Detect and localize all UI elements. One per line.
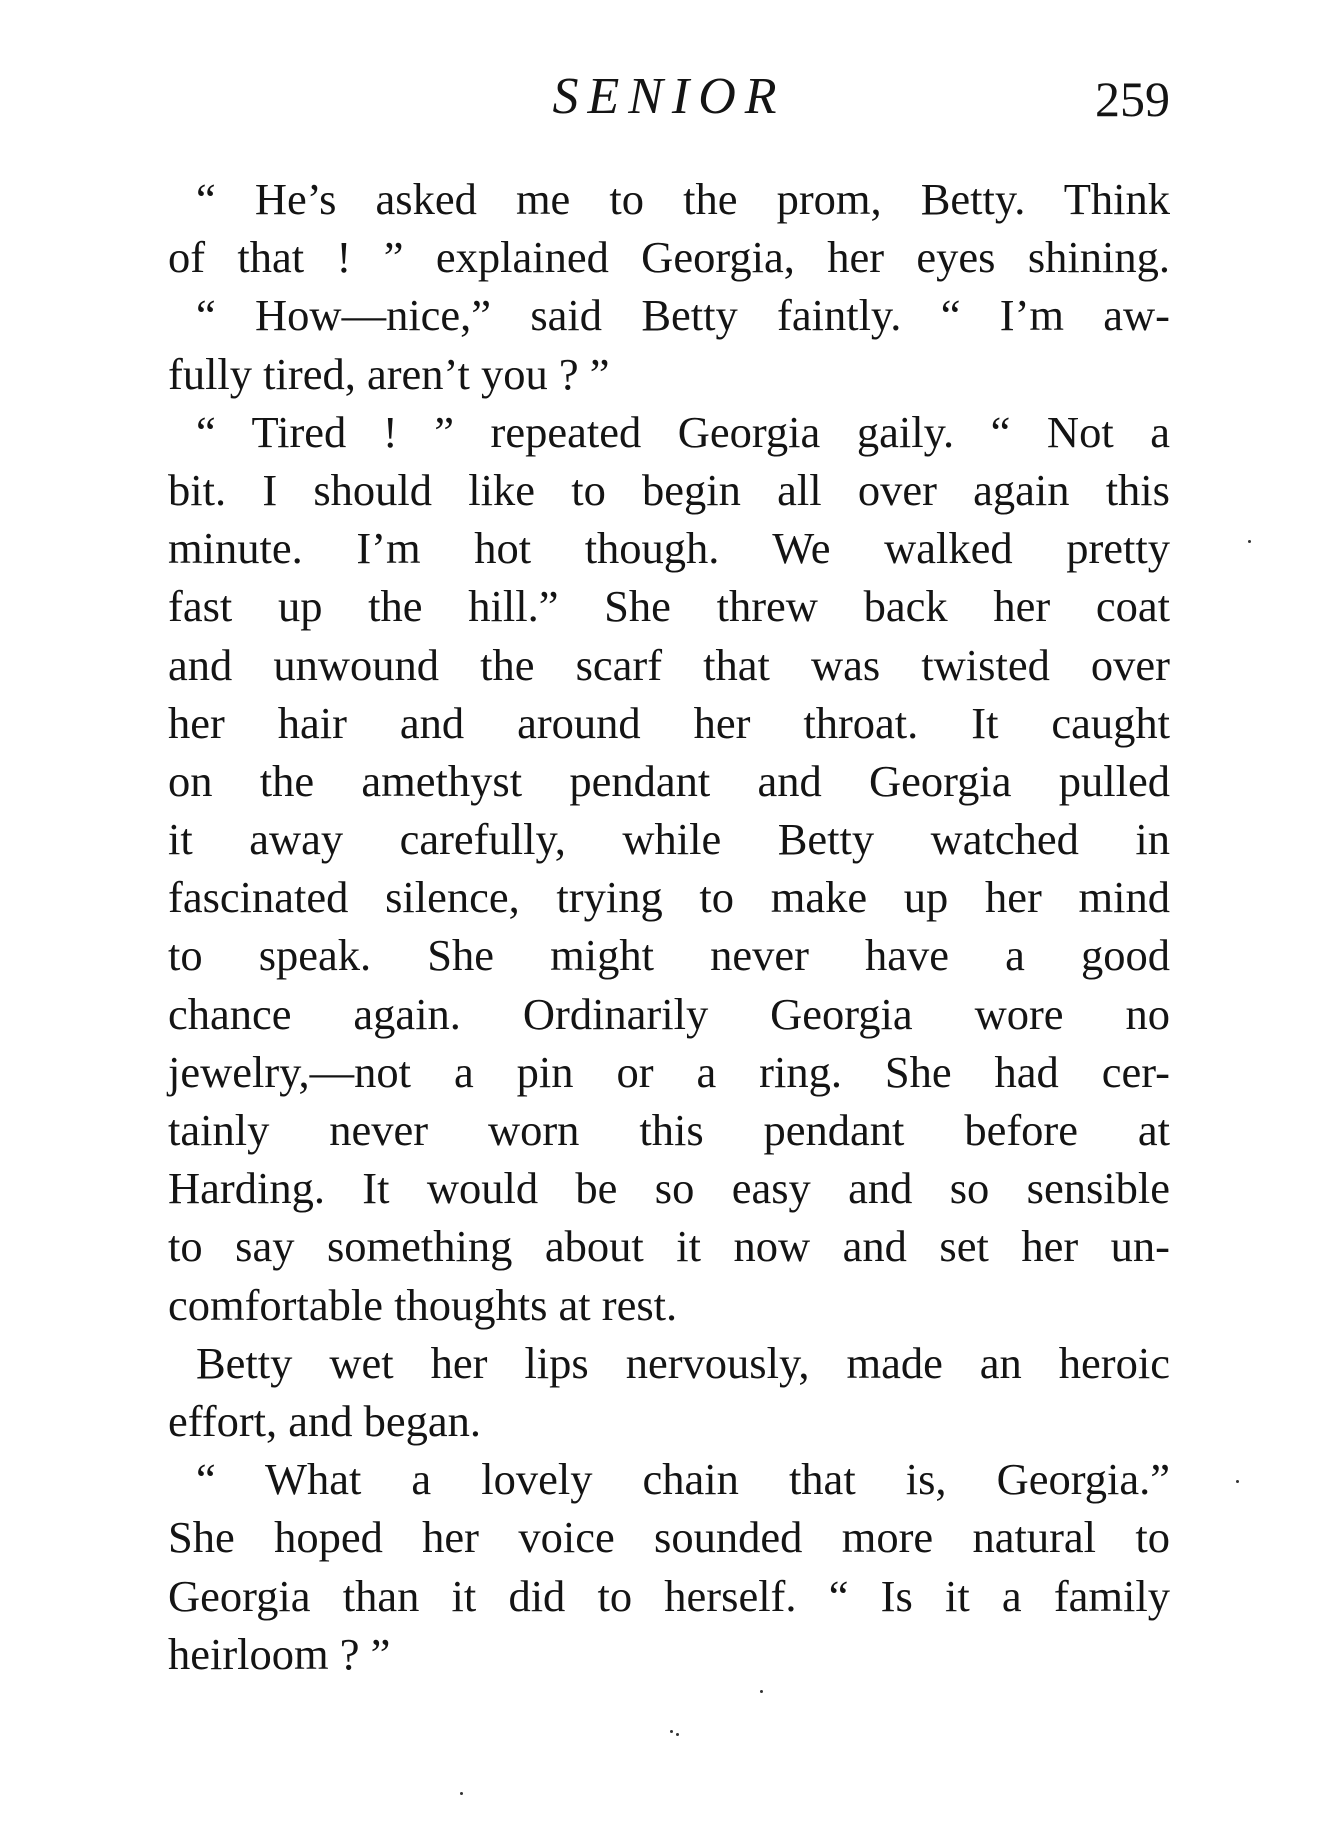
page-number: 259 [1095, 71, 1170, 127]
text-line: fully tired, aren’t you ? ” [168, 348, 610, 399]
text-line: comfortable thoughts at rest. [168, 1279, 678, 1330]
text-line: “ How—nice,” said Betty faintly. “ I’m aw- [196, 290, 1170, 341]
text-line: “ What a lovely chain that is, Georgia.” [196, 1454, 1170, 1505]
scan-speck [760, 1690, 763, 1693]
text-line: and unwound the scarf that was twisted over [168, 639, 1170, 690]
scan-speck [1248, 540, 1251, 543]
text-line: Georgia than it did to herself. “ Is it a family [168, 1570, 1170, 1621]
text-line: “ He’s asked me to the prom, Betty. Think [196, 174, 1170, 224]
body-text [168, 170, 1170, 1683]
text-line: tainly never worn this pendant before at [168, 1105, 1170, 1155]
text-line: it away carefully, while Betty watched in [168, 814, 1170, 865]
scan-speck [670, 1730, 673, 1733]
scan-speck [676, 1733, 679, 1736]
text-line: heirloom ? ” [168, 1628, 391, 1679]
text-line: fast up the hill.” She threw back her coat [168, 581, 1170, 632]
text-line: her hair and around her throat. It caught [168, 697, 1170, 748]
text-line: She hoped her voice sounded more natural to [168, 1512, 1170, 1563]
text-line: Harding. It would be so easy and so sensible [168, 1163, 1170, 1214]
running-head [168, 62, 1170, 132]
text-line: of that ! ” explained Georgia, her eyes shining. [168, 232, 1170, 283]
scan-speck [460, 1792, 463, 1795]
text-line: effort, and began. [168, 1395, 482, 1446]
text-line: minute. I’m hot though. We walked pretty [168, 523, 1170, 574]
text-line: “ Tired ! ” repeated Georgia gaily. “ Not a [196, 406, 1170, 457]
text-line: to say something about it now and set her un- [168, 1221, 1170, 1272]
text-line: to speak. She might never have a good [168, 930, 1170, 981]
text-line: on the amethyst pendant and Georgia pulled [168, 755, 1170, 806]
text-line: chance again. Ordinarily Georgia wore no [168, 988, 1170, 1039]
text-line: jewelry,—not a pin or a ring. She had cer- [168, 1046, 1170, 1097]
text-line: bit. I should like to begin all over again this [168, 464, 1170, 515]
text-line: fascinated silence, trying to make up her mind [168, 872, 1170, 923]
text-line: Betty wet her lips nervously, made an heroic [196, 1337, 1170, 1388]
running-title: SENIOR [552, 68, 786, 125]
scan-speck [1236, 1480, 1239, 1483]
